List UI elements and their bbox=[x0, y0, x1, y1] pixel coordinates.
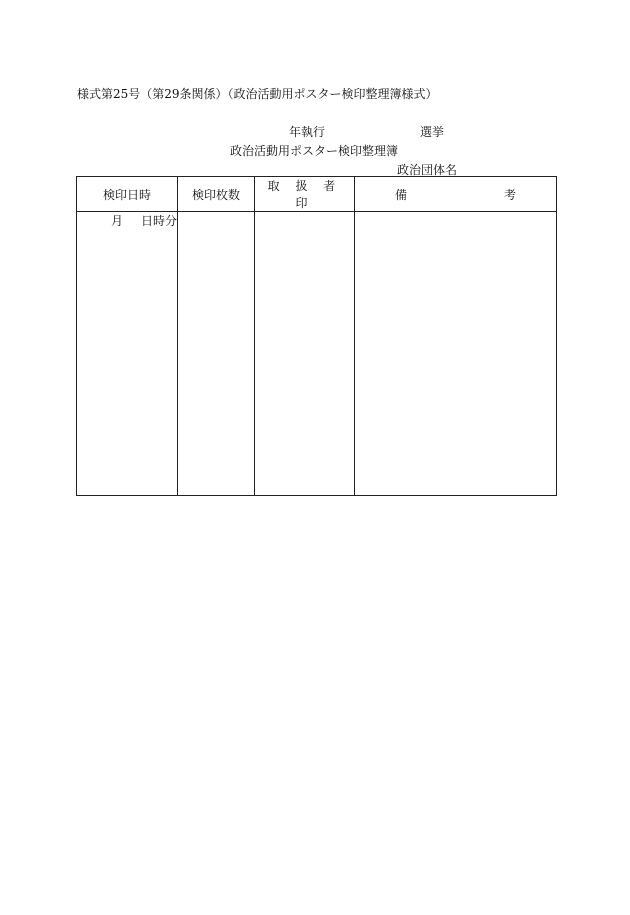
election-year-label: 年執行 bbox=[289, 125, 326, 139]
header-remarks-left: 備 bbox=[395, 187, 408, 202]
election-type-label: 選挙 bbox=[420, 125, 445, 139]
header-stamp-count: 検印枚数 bbox=[178, 177, 255, 212]
cell-stamp-count bbox=[178, 212, 255, 496]
header-stamp-datetime: 検印日時 bbox=[77, 177, 178, 212]
table-row bbox=[77, 212, 557, 496]
stamp-ledger-table bbox=[76, 176, 557, 496]
header-remarks-right: 考 bbox=[503, 187, 516, 202]
ledger-title: 政治活動用ポスター検印整理簿 bbox=[230, 144, 399, 158]
cell-remarks bbox=[355, 212, 557, 496]
cell-handler-seal bbox=[255, 212, 355, 496]
header-handler-seal: 取 扱 者 印 bbox=[255, 177, 355, 212]
day-time-label: 日時分 bbox=[140, 214, 177, 228]
form-caption: 様式第25号（第29条関係）（政治活動用ポスター検印整理簿様式） bbox=[77, 87, 438, 101]
political-org-name-label: 政治団体名 bbox=[397, 163, 458, 177]
cell-stamp-datetime bbox=[77, 212, 178, 496]
table-header-row bbox=[77, 177, 557, 212]
header-remarks bbox=[355, 177, 557, 212]
month-label: 月 bbox=[110, 214, 123, 228]
